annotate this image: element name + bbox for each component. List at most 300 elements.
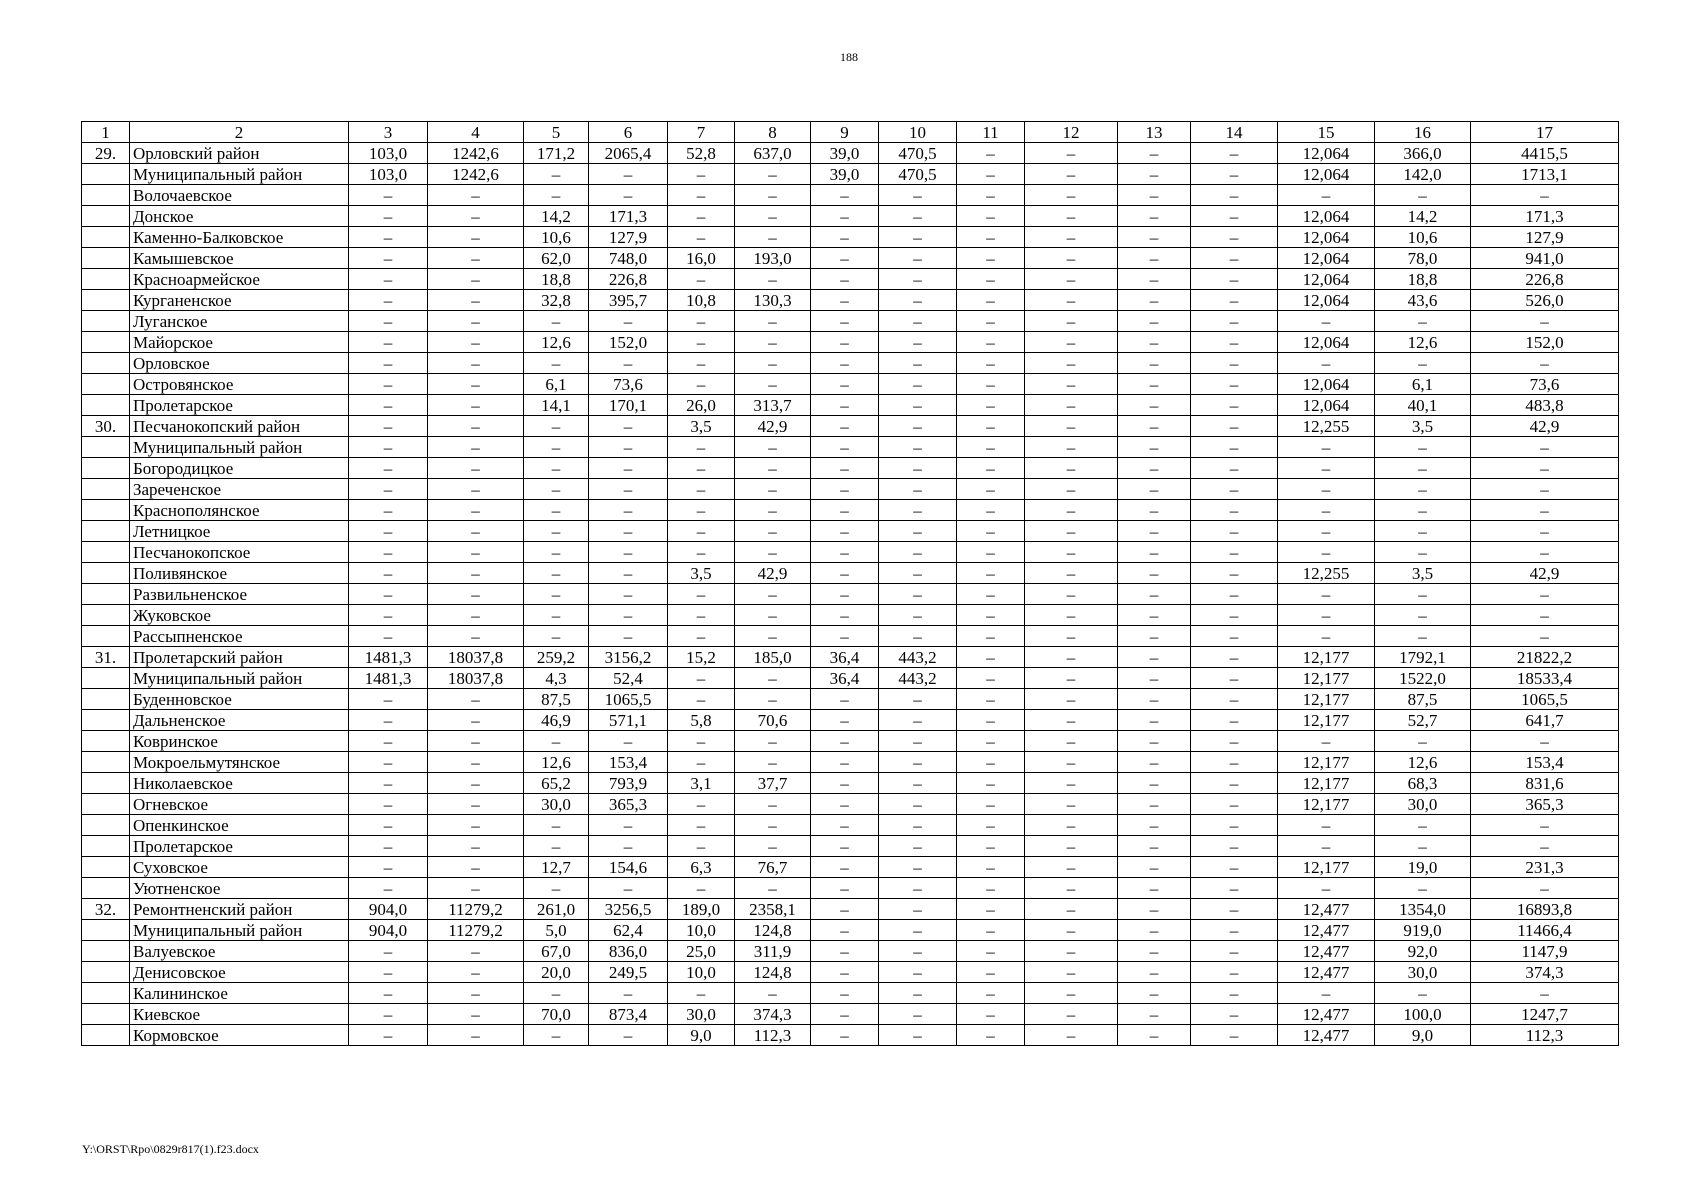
value-cell-col-16: – [1375,584,1471,605]
value-cell-col-7: – [668,878,735,899]
value-cell-col-17: 127,9 [1471,227,1619,248]
value-cell-col-14: – [1191,227,1278,248]
territory-name-cell: Донское [130,206,349,227]
value-cell-col-6: – [589,479,668,500]
value-cell-col-5: 171,2 [524,143,589,164]
value-cell-col-9: – [811,416,879,437]
value-cell-col-15: 12,177 [1278,668,1375,689]
value-cell-col-9: – [811,185,879,206]
value-cell-col-7: – [668,458,735,479]
row-number-cell [82,962,130,983]
value-cell-col-16: 18,8 [1375,269,1471,290]
value-cell-col-8: – [735,584,811,605]
value-cell-col-4: – [428,731,524,752]
value-cell-col-17: 231,3 [1471,857,1619,878]
territory-name-cell: Валуевское [130,941,349,962]
value-cell-col-9: – [811,752,879,773]
value-cell-col-12: – [1025,395,1118,416]
value-cell-col-9: – [811,710,879,731]
value-cell-col-4: – [428,311,524,332]
value-cell-col-8: – [735,437,811,458]
value-cell-col-15: – [1278,521,1375,542]
value-cell-col-10: – [879,290,957,311]
value-cell-col-5: – [524,815,589,836]
value-cell-col-3: – [349,878,428,899]
value-cell-col-12: – [1025,500,1118,521]
value-cell-col-12: – [1025,878,1118,899]
value-cell-col-8: 185,0 [735,647,811,668]
territory-name-cell: Орловское [130,353,349,374]
value-cell-col-14: – [1191,563,1278,584]
value-cell-col-17: 11466,4 [1471,920,1619,941]
value-cell-col-6: 2065,4 [589,143,668,164]
value-cell-col-4: 11279,2 [428,920,524,941]
value-cell-col-8: – [735,542,811,563]
value-cell-col-12: – [1025,668,1118,689]
row-number-cell [82,878,130,899]
value-cell-col-6: 395,7 [589,290,668,311]
value-cell-col-13: – [1118,353,1191,374]
value-cell-col-16: 43,6 [1375,290,1471,311]
value-cell-col-4: – [428,227,524,248]
value-cell-col-15: – [1278,983,1375,1004]
value-cell-col-17: 365,3 [1471,794,1619,815]
table-row [82,563,1619,584]
value-cell-col-4: – [428,521,524,542]
territory-name-cell: Ремонтненский район [130,899,349,920]
value-cell-col-7: 3,5 [668,416,735,437]
value-cell-col-3: – [349,605,428,626]
value-cell-col-5: 10,6 [524,227,589,248]
value-cell-col-13: – [1118,668,1191,689]
value-cell-col-10: – [879,353,957,374]
value-cell-col-11: – [957,479,1025,500]
value-cell-col-6: – [589,626,668,647]
value-cell-col-14: – [1191,479,1278,500]
value-cell-col-5: – [524,479,589,500]
value-cell-col-17: 4415,5 [1471,143,1619,164]
value-cell-col-10: – [879,836,957,857]
row-number-cell [82,689,130,710]
value-cell-col-13: – [1118,815,1191,836]
row-number-cell [82,584,130,605]
value-cell-col-6: – [589,437,668,458]
value-cell-col-14: – [1191,710,1278,731]
table-row [82,668,1619,689]
value-cell-col-8: – [735,206,811,227]
value-cell-col-7: – [668,479,735,500]
territory-name-cell: Калининское [130,983,349,1004]
value-cell-col-17: 171,3 [1471,206,1619,227]
value-cell-col-5: – [524,416,589,437]
table-row [82,143,1619,164]
value-cell-col-13: – [1118,605,1191,626]
column-header-9: 9 [811,122,879,143]
value-cell-col-6: 1065,5 [589,689,668,710]
value-cell-col-6: 170,1 [589,395,668,416]
value-cell-col-12: – [1025,563,1118,584]
table-row [82,584,1619,605]
value-cell-col-8: 124,8 [735,920,811,941]
value-cell-col-6: 836,0 [589,941,668,962]
value-cell-col-7: – [668,353,735,374]
value-cell-col-11: – [957,752,1025,773]
value-cell-col-8: – [735,269,811,290]
value-cell-col-5: 67,0 [524,941,589,962]
value-cell-col-14: – [1191,626,1278,647]
value-cell-col-14: – [1191,878,1278,899]
value-cell-col-4: – [428,206,524,227]
territory-name-cell: Пролетарский район [130,647,349,668]
value-cell-col-15: – [1278,311,1375,332]
value-cell-col-15: 12,064 [1278,269,1375,290]
value-cell-col-12: – [1025,689,1118,710]
value-cell-col-3: 1481,3 [349,647,428,668]
value-cell-col-5: 14,1 [524,395,589,416]
value-cell-col-17: 941,0 [1471,248,1619,269]
value-cell-col-15: – [1278,626,1375,647]
value-cell-col-6: 365,3 [589,794,668,815]
value-cell-col-14: – [1191,773,1278,794]
row-number-cell [82,752,130,773]
value-cell-col-10: – [879,920,957,941]
value-cell-col-15: 12,064 [1278,206,1375,227]
value-cell-col-15: 12,477 [1278,941,1375,962]
value-cell-col-6: 127,9 [589,227,668,248]
value-cell-col-3: – [349,290,428,311]
value-cell-col-4: – [428,710,524,731]
table-row [82,815,1619,836]
value-cell-col-5: – [524,731,589,752]
territory-name-cell: Майорское [130,332,349,353]
value-cell-col-13: – [1118,311,1191,332]
value-cell-col-5: 14,2 [524,206,589,227]
value-cell-col-5: 5,0 [524,920,589,941]
value-cell-col-14: – [1191,1004,1278,1025]
value-cell-col-12: – [1025,143,1118,164]
value-cell-col-15: 12,064 [1278,332,1375,353]
value-cell-col-11: – [957,647,1025,668]
value-cell-col-5: – [524,458,589,479]
table-row [82,626,1619,647]
value-cell-col-17: – [1471,353,1619,374]
value-cell-col-10: 443,2 [879,668,957,689]
value-cell-col-9: – [811,248,879,269]
value-cell-col-15: 12,064 [1278,395,1375,416]
value-cell-col-4: – [428,542,524,563]
value-cell-col-12: – [1025,626,1118,647]
value-cell-col-12: – [1025,479,1118,500]
value-cell-col-17: – [1471,983,1619,1004]
row-number-cell [82,206,130,227]
value-cell-col-9: 39,0 [811,164,879,185]
value-cell-col-3: 904,0 [349,920,428,941]
value-cell-col-9: – [811,521,879,542]
value-cell-col-10: – [879,878,957,899]
value-cell-col-9: – [811,878,879,899]
value-cell-col-17: 1147,9 [1471,941,1619,962]
value-cell-col-10: – [879,416,957,437]
value-cell-col-13: – [1118,1025,1191,1046]
value-cell-col-12: – [1025,206,1118,227]
territory-name-cell: Развильненское [130,584,349,605]
value-cell-col-3: – [349,773,428,794]
value-cell-col-12: – [1025,542,1118,563]
value-cell-col-7: 15,2 [668,647,735,668]
value-cell-col-11: – [957,836,1025,857]
value-cell-col-5: 65,2 [524,773,589,794]
value-cell-col-11: – [957,269,1025,290]
row-number-cell [82,773,130,794]
territory-name-cell: Ковринское [130,731,349,752]
value-cell-col-12: – [1025,983,1118,1004]
value-cell-col-13: – [1118,479,1191,500]
value-cell-col-15: 12,064 [1278,290,1375,311]
value-cell-col-8: – [735,731,811,752]
value-cell-col-13: – [1118,1004,1191,1025]
value-cell-col-12: – [1025,731,1118,752]
table-row [82,794,1619,815]
value-cell-col-17: 1247,7 [1471,1004,1619,1025]
value-cell-col-5: – [524,437,589,458]
value-cell-col-3: – [349,584,428,605]
table-row [82,752,1619,773]
value-cell-col-14: – [1191,941,1278,962]
row-number-cell [82,983,130,1004]
value-cell-col-13: – [1118,248,1191,269]
value-cell-col-14: – [1191,185,1278,206]
value-cell-col-14: – [1191,521,1278,542]
value-cell-col-14: – [1191,290,1278,311]
value-cell-col-14: – [1191,752,1278,773]
territory-name-cell: Мокроельмутянское [130,752,349,773]
value-cell-col-6: 171,3 [589,206,668,227]
value-cell-col-16: 1792,1 [1375,647,1471,668]
territory-name-cell: Красноармейское [130,269,349,290]
value-cell-col-5: 62,0 [524,248,589,269]
value-cell-col-12: – [1025,290,1118,311]
row-number-cell [82,731,130,752]
value-cell-col-5: – [524,605,589,626]
value-cell-col-15: – [1278,878,1375,899]
value-cell-col-17: 374,3 [1471,962,1619,983]
value-cell-col-9: – [811,353,879,374]
value-cell-col-8: 2358,1 [735,899,811,920]
value-cell-col-13: – [1118,563,1191,584]
value-cell-col-9: – [811,458,879,479]
table-row [82,248,1619,269]
value-cell-col-3: – [349,794,428,815]
row-number-cell [82,941,130,962]
value-cell-col-10: – [879,542,957,563]
value-cell-col-16: 919,0 [1375,920,1471,941]
value-cell-col-3: 103,0 [349,164,428,185]
value-cell-col-8: 37,7 [735,773,811,794]
page-number: 188 [840,50,858,64]
value-cell-col-3: – [349,332,428,353]
value-cell-col-13: – [1118,206,1191,227]
row-number-cell [82,857,130,878]
value-cell-col-8: – [735,164,811,185]
value-cell-col-9: – [811,290,879,311]
column-header-15: 15 [1278,122,1375,143]
value-cell-col-3: – [349,815,428,836]
column-header-4: 4 [428,122,524,143]
value-cell-col-14: – [1191,269,1278,290]
territory-name-cell: Зареченское [130,479,349,500]
row-number-cell [82,227,130,248]
value-cell-col-4: – [428,752,524,773]
value-cell-col-8: 637,0 [735,143,811,164]
value-cell-col-12: – [1025,962,1118,983]
value-cell-col-6: – [589,1025,668,1046]
territory-name-cell: Муниципальный район [130,437,349,458]
value-cell-col-16: – [1375,836,1471,857]
value-cell-col-13: – [1118,878,1191,899]
value-cell-col-10: – [879,227,957,248]
value-cell-col-4: – [428,269,524,290]
value-cell-col-4: – [428,563,524,584]
row-number-cell [82,248,130,269]
territory-name-cell: Огневское [130,794,349,815]
value-cell-col-16: 142,0 [1375,164,1471,185]
value-cell-col-3: – [349,227,428,248]
value-cell-col-4: 1242,6 [428,143,524,164]
value-cell-col-6: 52,4 [589,668,668,689]
value-cell-col-7: – [668,605,735,626]
value-cell-col-16: 366,0 [1375,143,1471,164]
value-cell-col-16: 92,0 [1375,941,1471,962]
value-cell-col-12: – [1025,857,1118,878]
value-cell-col-15: 12,177 [1278,794,1375,815]
value-cell-col-12: – [1025,521,1118,542]
value-cell-col-16: 3,5 [1375,563,1471,584]
value-cell-col-15: 12,177 [1278,752,1375,773]
row-number-cell: 30. [82,416,130,437]
value-cell-col-13: – [1118,185,1191,206]
value-cell-col-3: – [349,1025,428,1046]
value-cell-col-5: 6,1 [524,374,589,395]
value-cell-col-13: – [1118,626,1191,647]
row-number-cell: 31. [82,647,130,668]
value-cell-col-12: – [1025,227,1118,248]
value-cell-col-16: 1522,0 [1375,668,1471,689]
table-row [82,647,1619,668]
value-cell-col-15: – [1278,437,1375,458]
value-cell-col-5: – [524,542,589,563]
value-cell-col-11: – [957,164,1025,185]
territory-name-cell: Рассыпненское [130,626,349,647]
value-cell-col-7: – [668,500,735,521]
value-cell-col-12: – [1025,815,1118,836]
value-cell-col-10: – [879,605,957,626]
column-header-13: 13 [1118,122,1191,143]
value-cell-col-14: – [1191,542,1278,563]
value-cell-col-3: – [349,542,428,563]
value-cell-col-13: – [1118,794,1191,815]
value-cell-col-4: – [428,500,524,521]
value-cell-col-3: – [349,710,428,731]
column-header-14: 14 [1191,122,1278,143]
value-cell-col-8: 313,7 [735,395,811,416]
value-cell-col-9: – [811,311,879,332]
row-number-cell [82,395,130,416]
table-row [82,605,1619,626]
value-cell-col-17: – [1471,815,1619,836]
value-cell-col-9: 36,4 [811,647,879,668]
row-number-cell: 32. [82,899,130,920]
value-cell-col-16: 12,6 [1375,332,1471,353]
value-cell-col-7: – [668,584,735,605]
value-cell-col-17: – [1471,584,1619,605]
value-cell-col-11: – [957,983,1025,1004]
value-cell-col-12: – [1025,248,1118,269]
table-header [82,122,1619,143]
value-cell-col-3: – [349,395,428,416]
value-cell-col-14: – [1191,857,1278,878]
value-cell-col-11: – [957,794,1025,815]
territory-name-cell: Пролетарское [130,836,349,857]
value-cell-col-6: 152,0 [589,332,668,353]
value-cell-col-14: – [1191,983,1278,1004]
value-cell-col-16: 40,1 [1375,395,1471,416]
value-cell-col-3: – [349,206,428,227]
value-cell-col-12: – [1025,584,1118,605]
value-cell-col-8: – [735,815,811,836]
table-row [82,710,1619,731]
value-cell-col-7: 16,0 [668,248,735,269]
value-cell-col-16: 9,0 [1375,1025,1471,1046]
value-cell-col-5: – [524,521,589,542]
value-cell-col-15: – [1278,500,1375,521]
value-cell-col-12: – [1025,920,1118,941]
value-cell-col-10: – [879,962,957,983]
table-row [82,941,1619,962]
territory-name-cell: Островянское [130,374,349,395]
column-header-3: 3 [349,122,428,143]
value-cell-col-12: – [1025,332,1118,353]
value-cell-col-17: – [1471,731,1619,752]
territory-name-cell: Суховское [130,857,349,878]
value-cell-col-15: 12,477 [1278,899,1375,920]
column-header-6: 6 [589,122,668,143]
value-cell-col-8: – [735,605,811,626]
value-cell-col-5: 20,0 [524,962,589,983]
value-cell-col-9: – [811,605,879,626]
value-cell-col-16: – [1375,479,1471,500]
table-row [82,1004,1619,1025]
value-cell-col-8: – [735,227,811,248]
value-cell-col-10: – [879,332,957,353]
value-cell-col-3: – [349,983,428,1004]
row-number-cell [82,521,130,542]
value-cell-col-10: – [879,437,957,458]
value-cell-col-13: – [1118,521,1191,542]
value-cell-col-16: – [1375,311,1471,332]
territory-name-cell: Уютненское [130,878,349,899]
value-cell-col-9: – [811,269,879,290]
value-cell-col-17: 21822,2 [1471,647,1619,668]
value-cell-col-7: – [668,815,735,836]
territory-name-cell: Муниципальный район [130,668,349,689]
value-cell-col-4: – [428,290,524,311]
value-cell-col-16: – [1375,878,1471,899]
value-cell-col-10: – [879,269,957,290]
value-cell-col-4: 1242,6 [428,164,524,185]
value-cell-col-14: – [1191,416,1278,437]
row-number-cell [82,269,130,290]
value-cell-col-15: 12,177 [1278,689,1375,710]
